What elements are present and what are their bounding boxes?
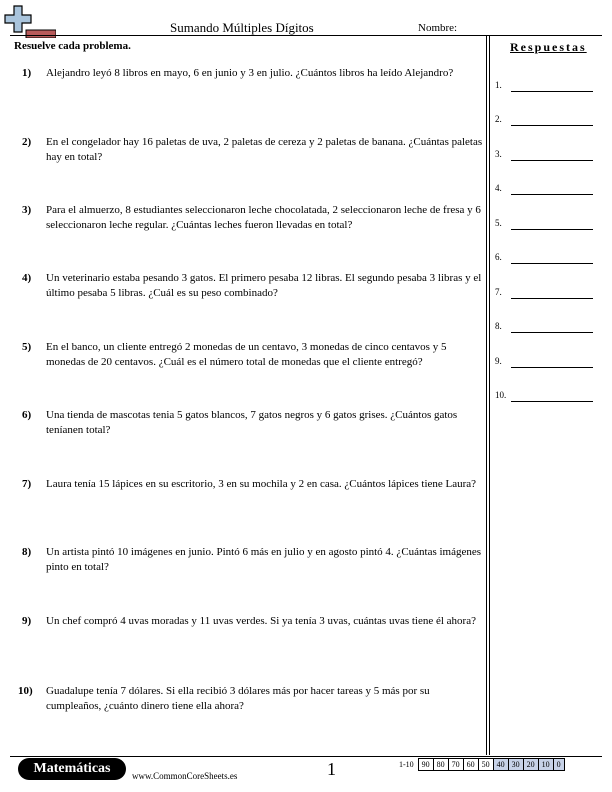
answer-line [495, 183, 595, 193]
problem-text: En el congelador hay 16 paletas de uva, 2 paletas de cereza y 2 paletas de banana. ¿Cuántas paletas hay en total? [46, 136, 483, 163]
answer-blank[interactable] [511, 229, 593, 230]
answer-line [495, 252, 595, 262]
answer-blank[interactable] [511, 298, 593, 299]
problem-number: 8) [22, 546, 32, 558]
subject-badge: Matemáticas [18, 758, 126, 780]
problem-text: En el banco, un cliente entregó 2 monedas de un centavo, 3 monedas de cinco centavos y 5 monedas de 20 centavos. ¿Cuál es el número total de monedas que el cliente entregó? [46, 341, 447, 368]
answer-line [495, 218, 595, 228]
problem-text: Para el almuerzo, 8 estudiantes seleccionaron leche chocolatada, 2 seleccionaron leche de fresa y 6 seleccionaron leche regular. ¿Cuántas leches fueron llevadas en total? [46, 204, 481, 231]
problem-number: 7) [22, 478, 32, 490]
answer-line [495, 390, 595, 400]
problem-number: 2) [22, 136, 32, 148]
score-cell: 50 [478, 759, 493, 771]
problem-number: 5) [22, 341, 32, 353]
answer-line [495, 149, 595, 159]
answer-blank[interactable] [511, 194, 593, 195]
answer-blank[interactable] [511, 401, 593, 402]
answer-number: 10. [495, 390, 507, 400]
answer-blank[interactable] [511, 367, 593, 368]
footer-divider [10, 756, 602, 757]
problem-text: Un chef compró 4 uvas moradas y 11 uvas verdes. Si ya tenía 3 uvas, cuántas uvas tiene él ahora? [46, 615, 476, 627]
score-table [396, 758, 565, 771]
score-cell: 20 [523, 759, 538, 771]
problem-text: Una tienda de mascotas tenia 5 gatos blancos, 7 gatos negros y 6 gatos grises. ¿Cuántos gatos teníanen total? [46, 409, 458, 436]
answers-column-divider [486, 35, 490, 755]
problem-text: Un veterinario estaba pesando 3 gatos. El primero pesaba 12 libras. El segundo pesaba 3 libras y el último pesaba 5 libras. ¿Cuál es su peso combinado? [46, 272, 482, 299]
problem-number: 9) [22, 615, 32, 627]
answer-line [495, 287, 595, 297]
answer-blank[interactable] [511, 160, 593, 161]
problem-number: 6) [22, 409, 32, 421]
answer-number: 2. [495, 114, 502, 124]
problem-text: Guadalupe tenía 7 dólares. Si ella recibió 3 dólares más por hacer tareas y 5 más por su cumpleaños, ¿cuánto dinero tiene ella ahora? [46, 685, 430, 712]
problem-text: Laura tenía 15 lápices en su escritorio, 3 en su mochila y 2 en casa. ¿Cuántos lápices tiene Laura? [46, 478, 477, 490]
header-divider [10, 35, 602, 36]
score-cell: 40 [493, 759, 508, 771]
worksheet-title: Sumando Múltiples Dígitos [170, 20, 314, 35]
answers-title: Respuestas [510, 40, 587, 54]
score-cell: 90 [418, 759, 433, 771]
score-cell: 60 [463, 759, 478, 771]
answer-blank[interactable] [511, 332, 593, 333]
score-cell: 30 [508, 759, 523, 771]
instructions: Resuelve cada problema. [14, 40, 131, 52]
answer-number: 8. [495, 321, 502, 331]
score-cell: 10 [538, 759, 553, 771]
problem-number: 4) [22, 272, 32, 284]
answer-blank[interactable] [511, 263, 593, 264]
score-cell: 80 [433, 759, 448, 771]
answer-line [495, 356, 595, 366]
page-number: 1 [327, 759, 336, 779]
problem-text: Alejandro leyó 8 libros en mayo, 6 en junio y 3 en julio. ¿Cuántos libros ha leído Alejandro? [46, 67, 454, 79]
problem-number: 10) [18, 685, 33, 697]
problem-number: 1) [22, 67, 32, 79]
answer-number: 3. [495, 149, 502, 159]
problem-number: 3) [22, 204, 32, 216]
site-url: www.CommonCoreSheets.es [132, 771, 238, 781]
answer-blank[interactable] [511, 91, 593, 92]
answer-number: 1. [495, 80, 502, 90]
problem-text: Un artista pintó 10 imágenes en junio. Pintó 6 más en julio y en agosto pintó 4. ¿Cuántas imágenes pinto en total? [46, 546, 482, 573]
score-cell: 0 [553, 759, 564, 771]
answer-line [495, 114, 595, 124]
score-cell: 70 [448, 759, 463, 771]
answer-number: 6. [495, 252, 502, 262]
answer-number: 4. [495, 183, 502, 193]
answer-blank[interactable] [511, 125, 593, 126]
score-range-label: 1-10 [399, 760, 414, 769]
plus-sign-logo-icon [4, 4, 56, 38]
answer-number: 5. [495, 218, 502, 228]
answer-number: 9. [495, 356, 502, 366]
answer-line [495, 321, 595, 331]
name-label: Nombre: [418, 22, 458, 34]
answer-line [495, 80, 595, 90]
answer-number: 7. [495, 287, 502, 297]
